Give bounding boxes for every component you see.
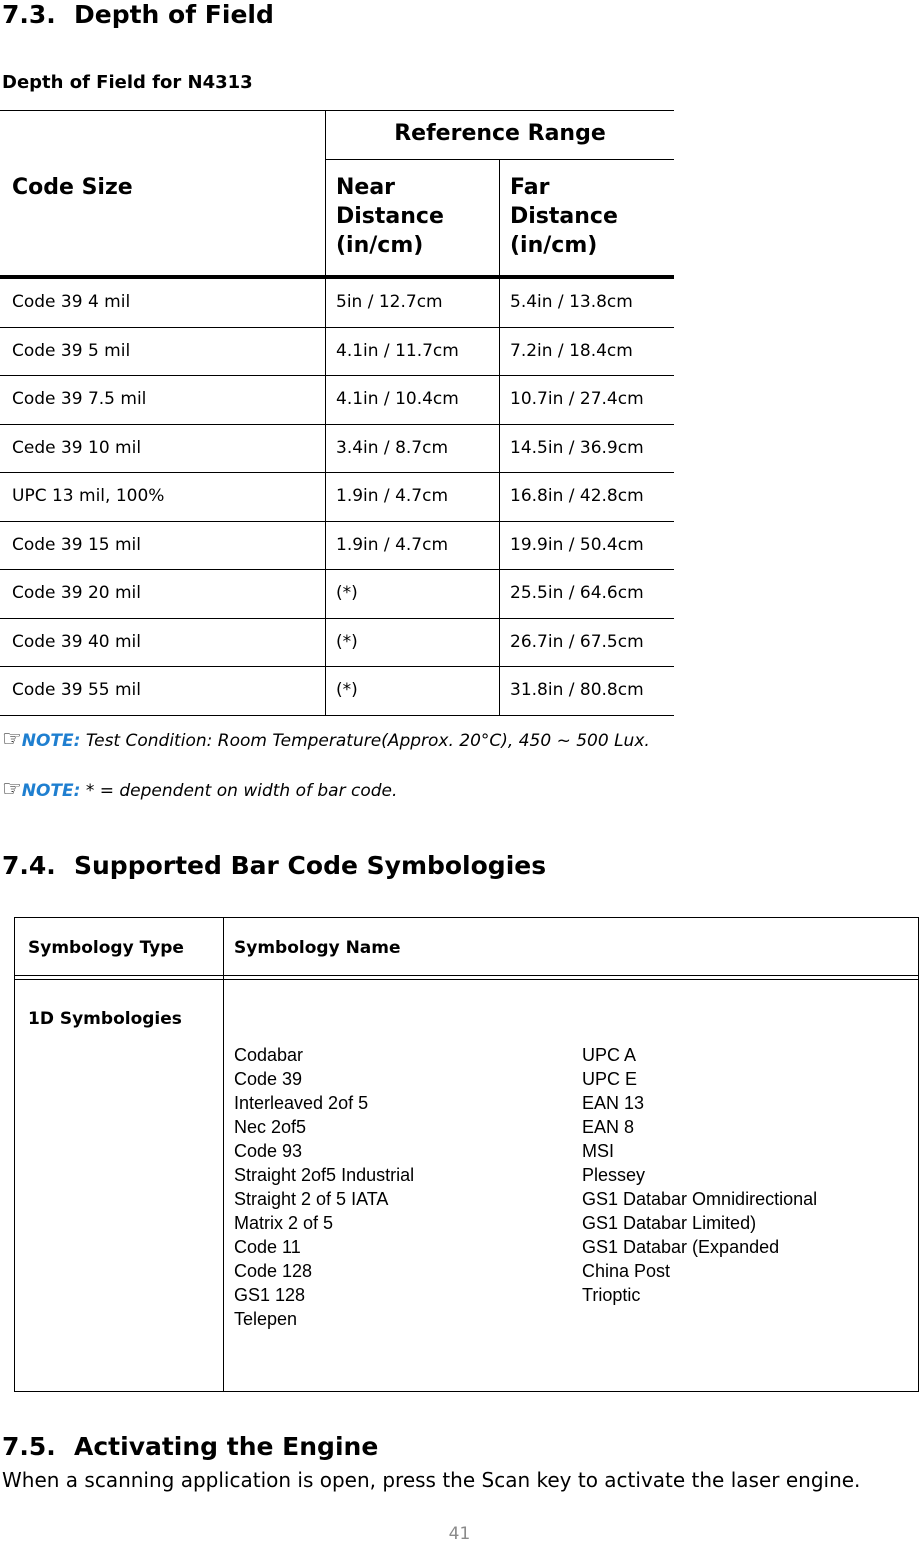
table-row xyxy=(0,522,674,571)
table-caption: Depth of Field for N4313 xyxy=(2,72,253,93)
list-item: GS1 Databar Limited) xyxy=(582,1213,757,1233)
note-label: NOTE: xyxy=(21,781,81,801)
list-item: Straight 2of5 Industrial xyxy=(234,1165,415,1185)
cell-far-distance: 16.8in / 42.8cm xyxy=(510,486,644,506)
list-item: Telepen xyxy=(234,1309,298,1329)
cell-code-size: UPC 13 mil, 100% xyxy=(12,486,165,506)
table-row xyxy=(0,570,674,619)
section-title: Activating the Engine xyxy=(74,1432,379,1461)
list-item: GS1 Databar Omnidirectional xyxy=(582,1189,818,1209)
table-row xyxy=(0,667,674,716)
list-item: EAN 8 xyxy=(582,1117,635,1137)
table-row xyxy=(0,425,674,474)
list-item: Code 39 xyxy=(234,1069,303,1089)
note-label: NOTE: xyxy=(21,731,81,751)
list-item: Code 11 xyxy=(234,1237,301,1257)
symbology-list-right xyxy=(582,1043,817,1307)
cell-far-distance: 7.2in / 18.4cm xyxy=(510,340,633,361)
cell-code-size: Code 39 55 mil xyxy=(12,680,142,700)
pointing-hand-icon: ☞ xyxy=(2,727,22,752)
cell-near-distance: (*) xyxy=(336,680,358,700)
column-header-code-size: Code Size xyxy=(12,175,133,200)
cell-code-size: Code 39 4 mil xyxy=(12,292,131,312)
cell-far-distance: 5.4in / 13.8cm xyxy=(510,292,633,312)
cell-near-distance: (*) xyxy=(336,583,358,603)
cell-code-size: Code 39 40 mil xyxy=(12,631,142,652)
section-number: 7.3. xyxy=(2,0,56,29)
cell-code-size: Code 39 20 mil xyxy=(12,583,142,603)
list-item: EAN 13 xyxy=(582,1093,645,1113)
cell-far-distance: 26.7in / 67.5cm xyxy=(510,631,644,652)
cell-near-distance: 3.4in / 8.7cm xyxy=(336,437,449,458)
note-test-condition xyxy=(2,727,650,752)
cell-far-distance: 14.5in / 36.9cm xyxy=(510,437,644,458)
section-title: Supported Bar Code Symbologies xyxy=(74,851,547,880)
table-row xyxy=(0,279,674,328)
list-item: Trioptic xyxy=(582,1285,641,1305)
cell-code-size: Code 39 5 mil xyxy=(12,340,131,361)
cell-far-distance: 10.7in / 27.4cm xyxy=(510,389,644,409)
list-item: Interleaved 2of 5 xyxy=(234,1093,369,1113)
column-header-far-distance: Far Distance (in/cm) xyxy=(510,175,618,258)
note-text: * = dependent on width of bar code. xyxy=(85,781,398,801)
cell-near-distance: 1.9in / 4.7cm xyxy=(336,486,449,506)
cell-near-distance: 4.1in / 10.4cm xyxy=(336,389,459,409)
list-item: UPC A xyxy=(582,1045,637,1065)
cell-near-distance: 1.9in / 4.7cm xyxy=(336,534,449,555)
section-title: Depth of Field xyxy=(74,0,274,29)
list-item: GS1 128 xyxy=(234,1285,306,1305)
symbology-category: 1D Symbologies xyxy=(28,1009,182,1029)
table-header xyxy=(0,110,674,279)
cell-near-distance: 5in / 12.7cm xyxy=(336,292,443,312)
section-number: 7.4. xyxy=(2,851,56,880)
cell-far-distance: 31.8in / 80.8cm xyxy=(510,680,644,700)
list-item: Matrix 2 of 5 xyxy=(234,1213,334,1233)
cell-near-distance: 4.1in / 11.7cm xyxy=(336,340,459,361)
cell-near-distance: (*) xyxy=(336,631,358,652)
note-text: Test Condition: Room Temperature(Approx. 20°C), 450 ~ 500 Lux. xyxy=(85,731,650,751)
depth-of-field-table xyxy=(0,110,674,716)
list-item: GS1 Databar (Expanded xyxy=(582,1237,780,1257)
list-item: Straight 2 of 5 IATA xyxy=(234,1189,389,1209)
table-row xyxy=(0,473,674,522)
symbology-list-left xyxy=(234,1043,414,1331)
list-item: China Post xyxy=(582,1261,671,1281)
engine-paragraph: When a scanning application is open, press the Scan key to activate the laser engine. xyxy=(2,1468,861,1492)
list-item: Code 93 xyxy=(234,1141,303,1161)
section-heading-activating-engine xyxy=(2,1432,378,1461)
page-number: 41 xyxy=(448,1524,471,1544)
cell-code-size: Code 39 7.5 mil xyxy=(12,389,147,409)
table-row xyxy=(0,376,674,425)
section-number: 7.5. xyxy=(2,1432,56,1461)
list-item: Code 128 xyxy=(234,1261,313,1281)
list-item: UPC E xyxy=(582,1069,638,1089)
list-item: MSI xyxy=(582,1141,615,1161)
column-header-symbology-type: Symbology Type xyxy=(28,938,184,958)
cell-far-distance: 19.9in / 50.4cm xyxy=(510,534,644,555)
section-heading-depth-of-field xyxy=(2,0,274,29)
column-group-reference-range: Reference Range xyxy=(394,121,606,146)
note-dependent-width xyxy=(2,777,397,802)
table-row xyxy=(0,619,674,668)
column-header-symbology-name: Symbology Name xyxy=(234,938,401,958)
table-row xyxy=(0,328,674,377)
section-heading-symbologies xyxy=(2,851,546,880)
list-item: Codabar xyxy=(234,1045,304,1065)
pointing-hand-icon: ☞ xyxy=(2,777,22,802)
list-item: Plessey xyxy=(582,1165,646,1185)
cell-code-size: Cede 39 10 mil xyxy=(12,437,142,458)
cell-code-size: Code 39 15 mil xyxy=(12,534,142,555)
list-item: Nec 2of5 xyxy=(234,1117,307,1137)
symbologies-table xyxy=(14,917,919,1392)
column-header-near-distance: Near Distance (in/cm) xyxy=(336,175,444,258)
cell-far-distance: 25.5in / 64.6cm xyxy=(510,583,644,603)
